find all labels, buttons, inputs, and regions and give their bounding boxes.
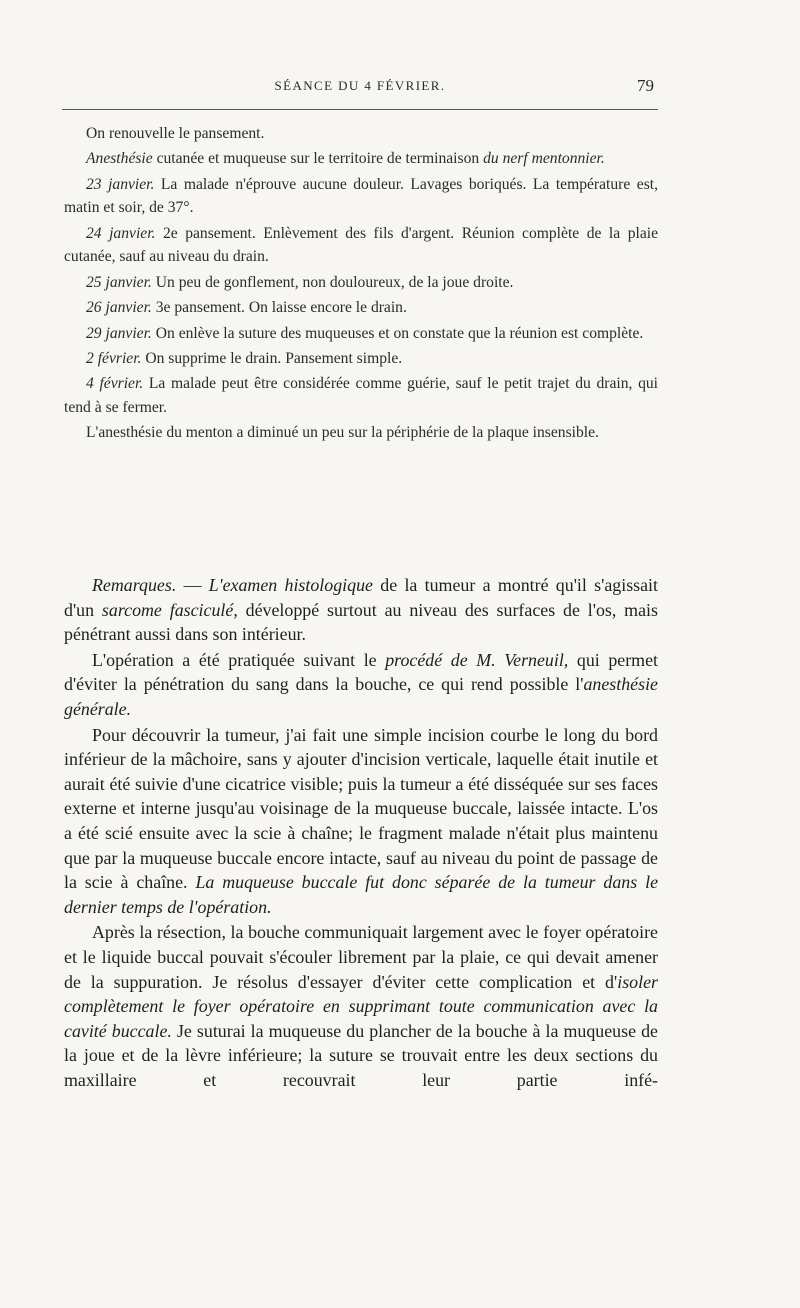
text-run: La malade n'éprouve aucune douleur. Lavages boriqués. La température est, matin et soir, de 37°. xyxy=(64,175,658,217)
text-run: qui permet d'éviter la pénétration du sang dans la bouche, ce qui rend possible l' xyxy=(64,649,658,695)
note-paragraph xyxy=(64,296,658,320)
italic-run: Remarques. xyxy=(92,575,177,595)
note-paragraph xyxy=(64,122,658,146)
italic-run: du nerf mentonnier. xyxy=(483,150,605,168)
text-run: La malade peut être considérée comme guérie, sauf le petit trajet du drain, qui tend à se fermer. xyxy=(64,375,658,416)
text-run: de la tumeur a montré qu'il s'agissait d'un xyxy=(64,575,659,620)
remarks-paragraph xyxy=(64,920,658,1092)
remarks-paragraph xyxy=(64,648,658,722)
running-head: SÉANCE DU 4 FÉVRIER. xyxy=(274,78,446,93)
text-run: On supprime le drain. Pansement simple. xyxy=(141,349,403,367)
text-run: On renouvelle le pansement. xyxy=(86,125,265,142)
text-run: cutanée et muqueuse sur le territoire de terminaison xyxy=(152,150,484,168)
note-paragraph xyxy=(64,147,658,171)
note-paragraph xyxy=(64,421,658,445)
page-header xyxy=(64,76,656,100)
remarks-section xyxy=(64,573,658,1093)
text-run: Je suturai la muqueuse du plancher de la bouche à la muqueuse de la joue et de la lèvre inférieure; la suture se trouvait entre les deux sections du maxillaire et recouvrait leur partie infé- xyxy=(64,1020,658,1090)
text-run: Pour découvrir la tumeur, j'ai fait une simple incision courbe le long du bord inférieur de la mâchoire, sans y ajouter d'incision verticale, laquelle était inutile et aurait été suivie d'une cicatrice visible; puis la tumeur a été disséquée sur ses faces externe et interne jusqu'au voisinage de la muqueuse buccale, laissée intacte. L'os a été scié ensuite avec la scie à chaîne; le fragment malade n'était plus maintenu que par la muqueuse buccale encore intacte, sauf au niveau du point de passage de la scie à chaîne. xyxy=(64,724,658,893)
italic-run: 25 janvier. xyxy=(86,273,152,291)
note-paragraph xyxy=(64,173,658,220)
italic-run: anesthésie générale. xyxy=(64,674,658,719)
text-run: L'anesthésie du menton a diminué un peu sur la périphérie de la plaque insensible. xyxy=(86,424,599,442)
note-paragraph xyxy=(64,372,658,419)
italic-run: isoler complètement le foyer opératoire en supprimant toute communication avec la cavité buccale. xyxy=(64,971,658,1041)
text-run: 2e pansement. Enlèvement des fils d'argent. Réunion complète de la plaie cutanée, sauf au niveau du drain. xyxy=(64,224,658,266)
text-run: Après la résection, la bouche communiquait largement avec le foyer opératoire et le liquide buccal pouvait s'écouler librement par la plaie, ce qui devait amener de la suppuration. Je résolus d'essayer d'éviter cette complication et d' xyxy=(64,922,658,992)
italic-run: L'examen histologique xyxy=(208,575,373,595)
italic-run: 26 janvier. xyxy=(86,299,152,317)
remarks-paragraph xyxy=(64,723,658,920)
note-paragraph xyxy=(64,347,658,371)
text-run: 3e pansement. On laisse encore le drain. xyxy=(151,299,407,317)
text-run: développé surtout au niveau des surfaces de l'os, mais pénétrant aussi dans son intérieur. xyxy=(64,599,658,645)
italic-run: 2 février. xyxy=(86,349,142,367)
italic-run: 23 janvier. xyxy=(86,175,155,193)
italic-run: 4 février. xyxy=(86,375,144,393)
text-run: On enlève la suture des muqueuses et on constate que la réunion est complète. xyxy=(151,324,644,342)
italic-run: La muqueuse buccale fut donc séparée de la tumeur dans le dernier temps de l'opération. xyxy=(64,872,659,917)
italic-run: Anesthésie xyxy=(86,150,153,168)
remarks-paragraph xyxy=(64,573,658,647)
note-paragraph xyxy=(64,222,658,269)
text-run: L'opération a été pratiquée suivant le xyxy=(92,649,386,670)
note-paragraph xyxy=(64,271,658,295)
text-run: Un peu de gonflement, non douloureux, de la joue droite. xyxy=(151,273,514,291)
italic-run: 29 janvier. xyxy=(86,324,152,342)
page-number: 79 xyxy=(637,76,654,95)
note-paragraph xyxy=(64,322,658,346)
header-rule xyxy=(62,109,658,110)
case-notes xyxy=(64,122,658,447)
italic-run: procédé de M. Verneuil, xyxy=(385,649,569,670)
italic-run: sarcome fasciculé, xyxy=(101,599,238,620)
italic-run: 24 janvier. xyxy=(86,224,156,242)
text-run: — xyxy=(176,575,209,595)
